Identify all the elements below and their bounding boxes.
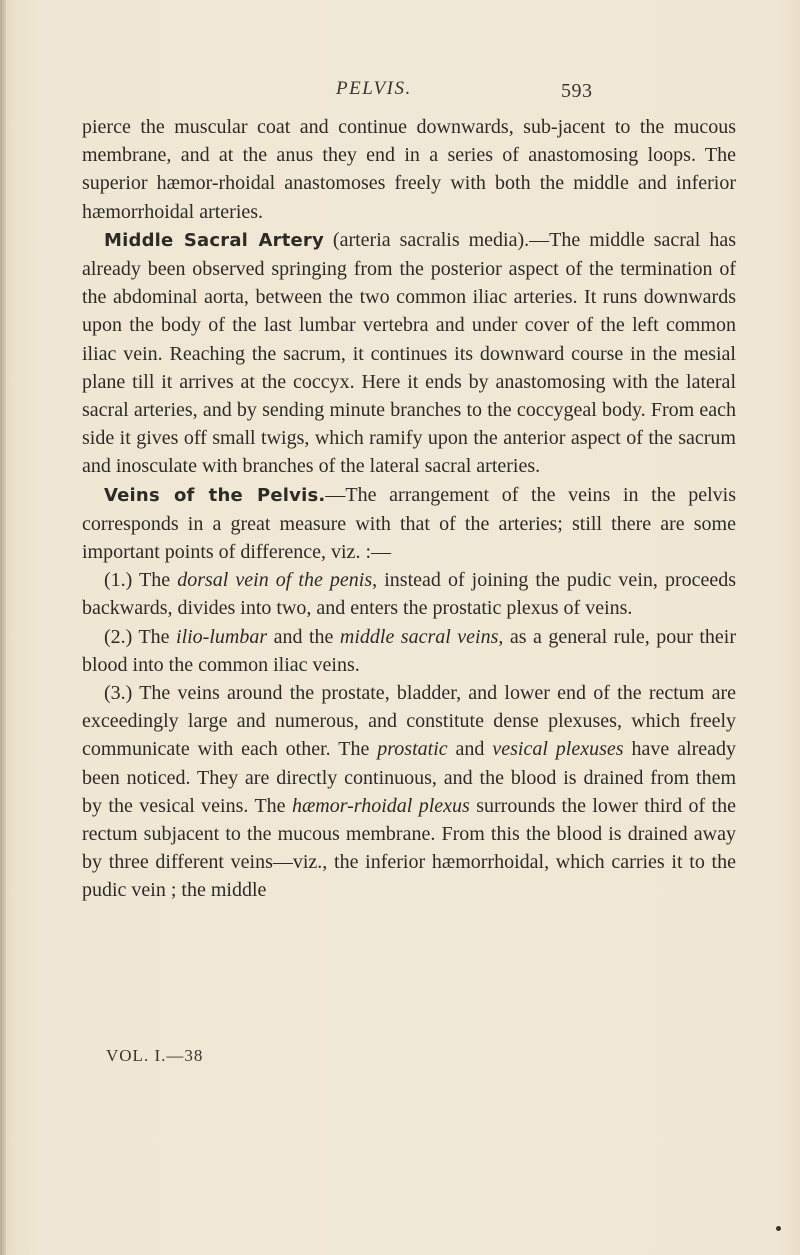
paragraph-text: —The arrangement of the veins in the pelvis corresponds in a great measure with that of the arteries; still there are some important points of difference, viz. :— xyxy=(82,483,736,564)
ink-spot xyxy=(776,1226,781,1231)
page-number: 593 xyxy=(561,80,593,102)
emphasis-term: hæmor-rhoidal plexus xyxy=(291,794,470,817)
list-text: and xyxy=(447,738,493,761)
body-text xyxy=(82,113,736,905)
volume-signature: VOL. I.—38 xyxy=(106,1046,204,1065)
paragraph-veins-of-pelvis xyxy=(82,481,736,567)
paragraph-superior-haemorrhoidal: pierce the muscular coat and continue downwards, sub-jacent to the mucous membrane, and at the anus they end in a series of anastomosing loops. The superior hæmor-rhoidal anastomoses freely with both the middle and inferior hæmorrhoidal arteries. xyxy=(82,116,736,223)
section-heading-veins-of-pelvis: Veins of the Pelvis. xyxy=(104,484,326,506)
list-text: , instead of joining the pudic vein, proceeds backwards, divides into two, and enters the prostatic plexus of veins. xyxy=(82,569,737,620)
list-item-3 xyxy=(82,679,736,905)
section-heading-middle-sacral: Middle Sacral Artery xyxy=(104,229,324,251)
list-text: The veins around the prostate, bladder, and lower end of the rectum are exceedingly large and numerous, and constitute dense plexuses, which freely communicate with each other. The xyxy=(82,682,736,761)
paragraph-text: (arteria sacralis media).—The middle sacral has already been observed springing from the posterior aspect of the termination of the abdominal aorta, between the two common iliac arteries. It runs downwards upon the body of the last lumbar vertebra and under cover of the left common iliac vein. Reaching the sacrum, it continues its downward course in the mesial plane till it arrives at the coccyx. Here it ends by anastomosing with the lateral sacral arteries, and by sending minute branches to the coccygeal body. From each side it gives off small twigs, which ramify upon the anterior aspect of the sacrum and inosculate with branches of the lateral sacral arteries. xyxy=(82,228,736,478)
page-header xyxy=(0,78,800,108)
emphasis-term: vesical plexuses xyxy=(492,738,624,761)
running-head: PELVIS. xyxy=(336,78,412,99)
emphasis-term: ilio-lumbar xyxy=(176,625,268,648)
list-number: (3.) xyxy=(104,682,133,705)
emphasis-term: dorsal vein of the penis xyxy=(177,569,373,592)
paragraph-middle-sacral-artery xyxy=(82,226,736,481)
list-text: have already been noticed. They are directly continuous, and the blood is drained from them by the vesical veins. The xyxy=(82,738,736,817)
list-item-2 xyxy=(82,623,736,679)
list-text: surrounds the lower third of the rectum subjacent to the mucous membrane. From this the blood is drained away by three different veins—viz., the inferior hæmorrhoidal, which carries it to the pudic vein ; the middle xyxy=(82,794,736,902)
list-text: The xyxy=(132,569,178,592)
list-number: (1.) xyxy=(104,569,133,592)
emphasis-term: middle sacral veins xyxy=(339,625,499,648)
list-text: and the xyxy=(267,625,340,648)
list-number: (2.) xyxy=(104,625,133,648)
list-text: , as a general rule, pour their blood into the common iliac veins. xyxy=(82,625,737,676)
list-item-1 xyxy=(82,566,736,622)
spine-shadow xyxy=(0,0,6,1255)
list-text: The xyxy=(132,625,177,648)
emphasis-term: prostatic xyxy=(377,738,448,761)
